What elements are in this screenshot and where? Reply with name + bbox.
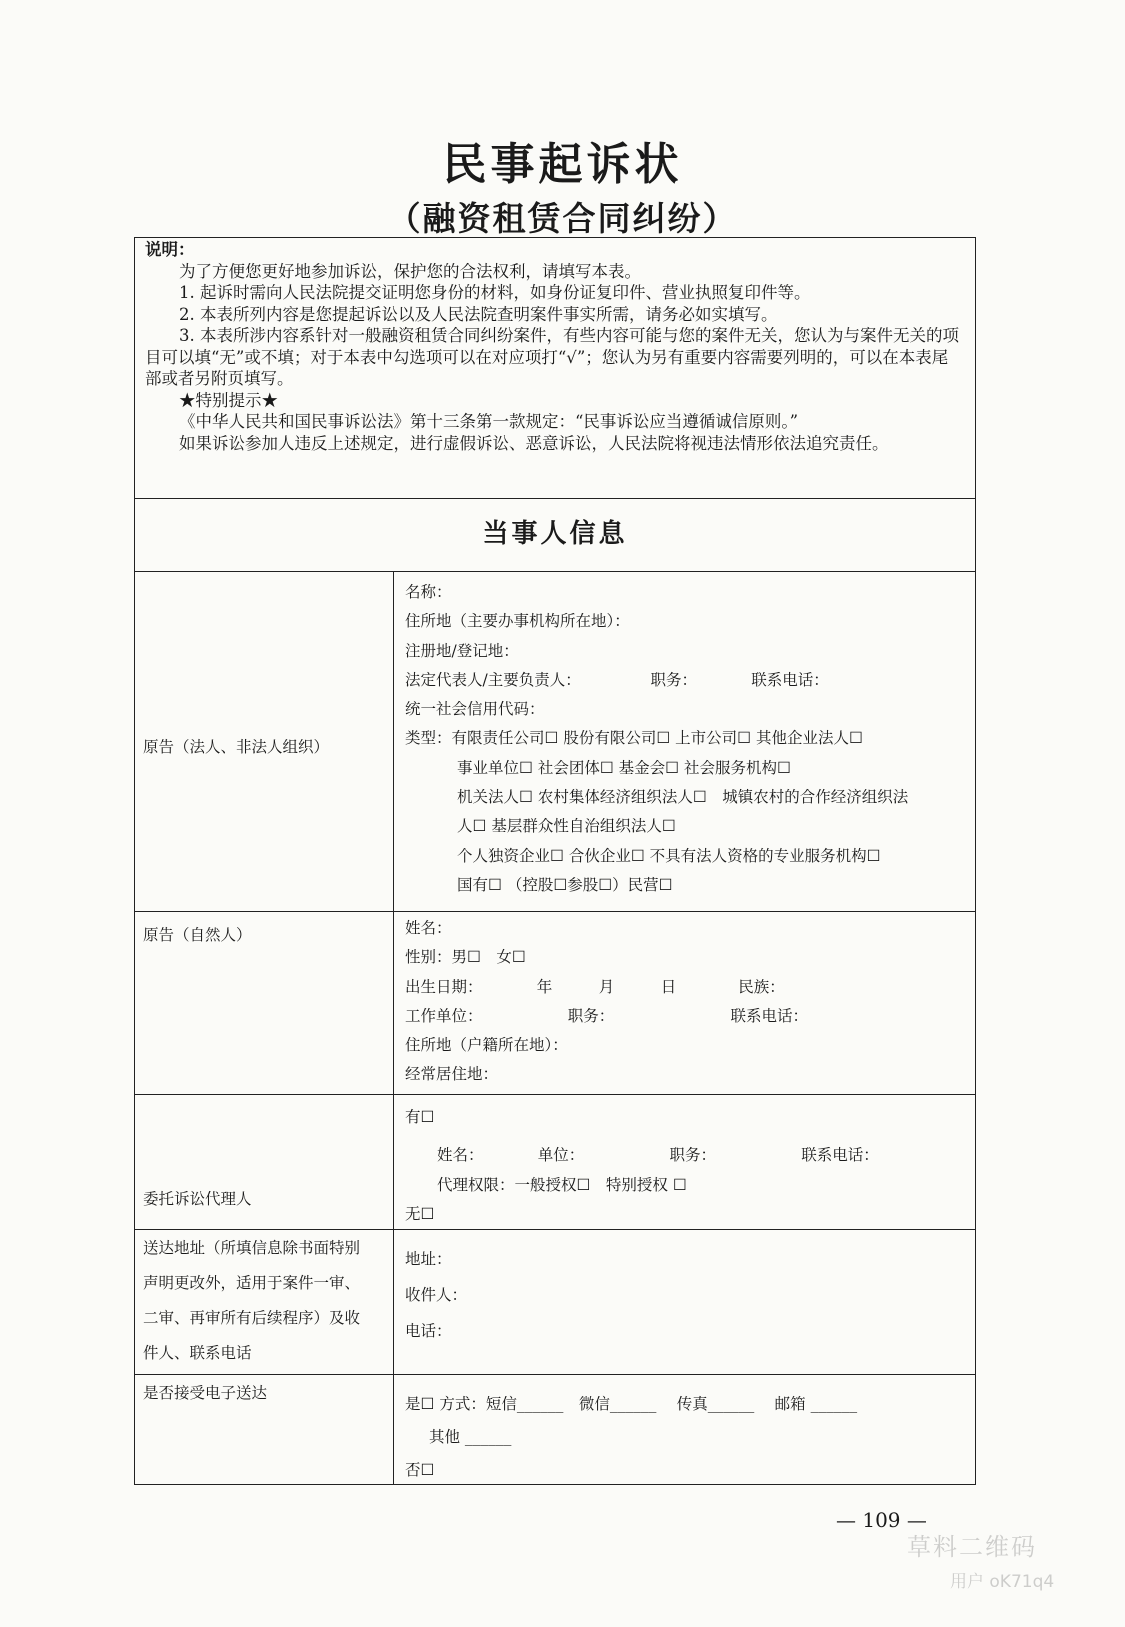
plaintiff-person-fields	[405, 914, 969, 1090]
ownership-options[interactable]: 国有☐ （控股☐参股☐）民营☐	[457, 875, 673, 894]
agent-fields	[405, 1100, 969, 1228]
qr-watermark: 草料二维码	[907, 1533, 1037, 1561]
row-divider	[135, 1374, 975, 1375]
section-title: 当事人信息	[482, 519, 628, 549]
row-divider	[135, 498, 975, 499]
org-type-options[interactable]: 人☐ 基层群众性自治组织法人☐	[457, 817, 676, 836]
field-legal-representative[interactable]: 法定代表人/主要负责人： 职务： 联系电话：	[405, 670, 829, 689]
field-work-unit[interactable]: 工作单位： 职务： 联系电话：	[405, 1006, 809, 1025]
field-domicile[interactable]: 住所地（主要办事机构所在地）：	[405, 612, 630, 631]
instruction-line: 《中华人民共和国民事诉讼法》第十三条第一款规定：“民事诉讼应当遵循诚信原则。”	[179, 412, 799, 431]
instruction-line: 1. 起诉时需向人民法院提交证明您身份的材料，如身份证复印件、营业执照复印件等。	[179, 283, 811, 302]
row-divider	[135, 571, 975, 572]
plaintiff-org-fields	[405, 578, 969, 900]
field-birth-date[interactable]: 出生日期： 年 月 日 民族：	[405, 977, 785, 996]
field-credit-code[interactable]: 统一社会信用代码：	[405, 700, 545, 719]
agent-label: 委托诉讼代理人	[143, 1190, 252, 1208]
instruction-line: 如果诉讼参加人违反上述规定，进行虚假诉讼、恶意诉讼，人民法院将视违法情形依法追究责任。	[179, 433, 889, 453]
field-phone[interactable]: 电话：	[405, 1322, 452, 1340]
row-divider	[135, 1094, 975, 1095]
field-org-type[interactable]: 类型：有限责任公司☐ 股份有限公司☐ 上市公司☐ 其他企业法人☐	[405, 729, 863, 748]
document-title: 民事起诉状	[442, 139, 683, 190]
org-type-options[interactable]: 机关法人☐ 农村集体经济组织法人☐ 城镇农村的合作经济组织法	[457, 788, 909, 807]
service-address-fields	[405, 1241, 969, 1349]
org-type-options[interactable]: 个人独资企业☐ 合伙企业☐ 不具有法人资格的专业服务机构☐	[457, 846, 881, 865]
service-address-label	[143, 1231, 393, 1371]
service-label-line: 件人、联系电话	[143, 1344, 252, 1362]
electronic-service-no[interactable]: 否☐	[405, 1461, 435, 1479]
row-divider	[135, 1229, 975, 1230]
field-gender[interactable]: 性别：男☐ 女☐	[405, 948, 526, 967]
special-notice-heading: ★特别提示★	[179, 390, 278, 410]
field-registration-place[interactable]: 注册地/登记地：	[405, 641, 519, 660]
instructions-block	[145, 239, 963, 454]
field-name[interactable]: 名称：	[405, 583, 452, 601]
watermark-user: 用户 oK71q4	[950, 1572, 1055, 1592]
row-divider	[135, 911, 975, 912]
electronic-service-other[interactable]: 其他 ______	[429, 1428, 512, 1446]
instruction-line: 2. 本表所列内容是您提起诉讼以及人民法院查明案件事实所需，请务必如实填写。	[179, 304, 778, 324]
agent-no-option[interactable]: 无☐	[405, 1205, 435, 1223]
instruction-line: 3. 本表所涉内容系针对一般融资租赁合同纠纷案件，有些内容可能与您的案件无关，您认为与案件无关的项目可以填“无”或不填；对于本表中勾选项可以在对应项打“√”；您认为另有重要内容需要列明的，可以在本表尾部或者另附页填写。	[145, 326, 959, 388]
field-person-name[interactable]: 姓名：	[405, 919, 452, 937]
agent-authority[interactable]: 代理权限：一般授权☐ 特别授权 ☐	[437, 1176, 687, 1194]
column-divider	[393, 571, 394, 1485]
org-type-options[interactable]: 事业单位☐ 社会团体☐ 基金会☐ 社会服务机构☐	[457, 758, 791, 777]
instruction-line: 为了方便您更好地参加诉讼，保护您的合法权利，请填写本表。	[179, 261, 641, 281]
agent-yes-option[interactable]: 有☐	[405, 1108, 435, 1126]
field-household-address[interactable]: 住所地（户籍所在地）：	[405, 1036, 568, 1055]
instructions-heading: 说明：	[145, 240, 195, 259]
electronic-service-fields	[405, 1388, 969, 1487]
plaintiff-org-label: 原告（法人、非法人组织）	[143, 738, 330, 756]
service-label-line: 送达地址（所填信息除书面特别	[143, 1239, 361, 1257]
field-residence[interactable]: 经常居住地：	[405, 1065, 499, 1084]
plaintiff-person-label: 原告（自然人）	[143, 926, 252, 944]
complaint-form-table	[134, 237, 976, 1485]
field-service-address[interactable]: 地址：	[405, 1250, 452, 1268]
electronic-service-label: 是否接受电子送达	[143, 1384, 268, 1402]
service-label-line: 声明更改外，适用于案件一审、	[143, 1274, 361, 1292]
field-recipient[interactable]: 收件人：	[405, 1286, 468, 1304]
document-subtitle: （融资租赁合同纠纷）	[387, 199, 738, 238]
page-number: — 109 —	[836, 1508, 927, 1532]
electronic-service-yes[interactable]: 是☐ 方式：短信______ 微信______ 传真______ 邮箱 ______	[405, 1395, 858, 1413]
agent-details[interactable]: 姓名： 单位： 职务： 联系电话：	[437, 1146, 879, 1164]
service-label-line: 二审、再审所有后续程序）及收	[143, 1309, 361, 1327]
